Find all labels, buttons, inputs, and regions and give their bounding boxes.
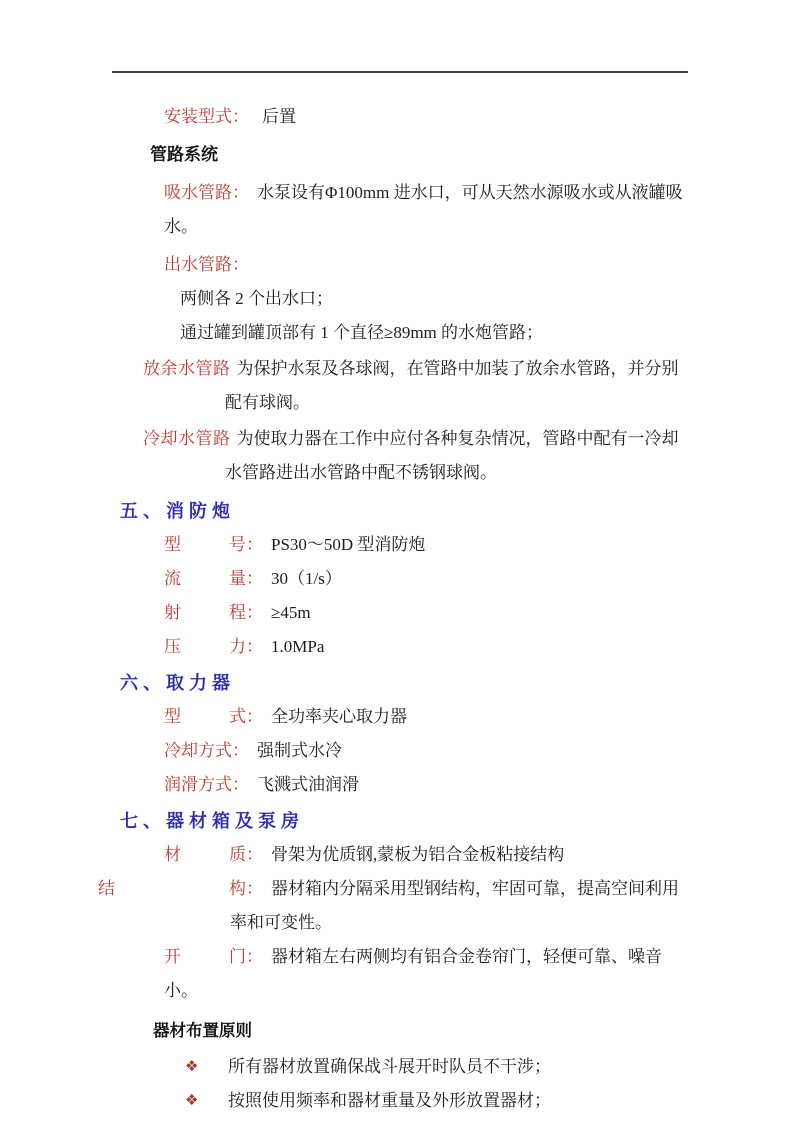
box-door-label: 开门 <box>164 947 246 966</box>
cannon-model-label: 型号 <box>164 535 246 554</box>
pto-cooling-row <box>164 734 690 768</box>
install-type-value: 后置 <box>262 107 296 126</box>
section-7-equipment-box-heading: 七、器材箱及泵房 <box>120 811 304 831</box>
cannon-model-value: PS30～50D 型消防炮 <box>271 535 426 554</box>
pto-type-row <box>164 700 690 734</box>
install-type-colon: ： <box>232 107 249 126</box>
outlet-item-2: 通过罐到罐顶部有 1 个直径≥89mm 的水炮管路； <box>180 323 544 342</box>
cooling-piping-label: 冷却水管路 <box>143 429 231 448</box>
box-door-colon: ： <box>246 947 263 966</box>
section-6-pto-heading: 六、取力器 <box>120 673 235 693</box>
cannon-pressure-row <box>164 630 690 664</box>
cooling-piping-paragraph <box>143 422 690 490</box>
equipment-rule-text-2: 按照使用频率和器材重量及外形放置器材； <box>228 1091 551 1110</box>
box-structure-row <box>98 872 690 940</box>
equipment-rule-item-1 <box>185 1050 690 1084</box>
suction-piping-row <box>164 176 690 244</box>
equipment-rule-item-2 <box>185 1084 690 1118</box>
pto-cooling-colon: ： <box>232 741 249 760</box>
diamond-bullet-icon: ❖ <box>185 1093 199 1109</box>
box-structure-label: 结构 <box>98 879 246 898</box>
outlet-piping-row <box>164 248 690 282</box>
box-material-value: 骨架为优质钢,蒙板为铝合金板粘接结构 <box>271 845 565 864</box>
pto-cooling-value: 强制式水冷 <box>257 741 342 760</box>
drain-piping-text: 为保护水泵及各球阀，在管路中加装了放余水管路，并分别配有球阀。 <box>225 359 679 412</box>
outlet-piping-label: 出水管路 <box>164 255 232 274</box>
cooling-piping-text: 为使取力器在工作中应付各种复杂情况，管路中配有一冷却水管路进出水管路中配不锈钢球阀。 <box>225 429 679 482</box>
cannon-range-value: ≥45m <box>271 603 311 622</box>
document-content <box>98 100 690 1118</box>
suction-piping-colon: ： <box>232 183 249 202</box>
box-material-label: 材质 <box>164 845 246 864</box>
cannon-flow-label: 流量 <box>164 569 246 588</box>
cannon-range-label: 射程 <box>164 603 246 622</box>
cannon-flow-value: 30（1/s） <box>271 569 342 588</box>
cannon-pressure-value: 1.0MPa <box>271 637 325 656</box>
equipment-layout-heading: 器材布置原则 <box>153 1022 252 1040</box>
cannon-model-row <box>164 528 690 562</box>
outlet-piping-colon: ： <box>232 255 249 274</box>
pto-cooling-label: 冷却方式 <box>164 741 232 760</box>
pto-lubrication-row <box>164 768 690 802</box>
drain-piping-paragraph <box>143 352 690 420</box>
equipment-rule-text-1: 所有器材放置确保战斗展开时队员不干涉； <box>228 1057 551 1076</box>
cannon-range-colon: ： <box>246 603 263 622</box>
box-material-row <box>164 838 690 872</box>
pto-type-label: 型式 <box>164 707 246 726</box>
pto-lubrication-label: 润滑方式 <box>164 775 232 794</box>
cannon-flow-row <box>164 562 690 596</box>
cannon-range-row <box>164 596 690 630</box>
suction-piping-label: 吸水管路 <box>164 183 232 202</box>
install-type-label: 安装型式 <box>164 107 232 126</box>
piping-system-heading: 管路系统 <box>150 145 218 164</box>
cannon-pressure-colon: ： <box>246 637 263 656</box>
pto-lubrication-value: 飞溅式油润滑 <box>257 775 359 794</box>
box-structure-value: 器材箱内分隔采用型钢结构，牢固可靠，提高空间利用率和可变性。 <box>230 879 679 932</box>
diamond-bullet-icon: ❖ <box>185 1059 199 1075</box>
box-door-value: 器材箱左右两侧均有铝合金卷帘门，轻便可靠、噪音小。 <box>164 947 662 1000</box>
cannon-flow-colon: ： <box>246 569 263 588</box>
install-type-row <box>164 100 690 134</box>
section-5-fire-cannon-heading: 五、消防炮 <box>120 501 235 521</box>
pto-type-value: 全功率夹心取力器 <box>271 707 407 726</box>
drain-piping-label: 放余水管路 <box>143 359 231 378</box>
header-rule <box>112 71 688 73</box>
suction-piping-value: 水泵设有Φ100mm 进水口，可从天然水源吸水或从液罐吸水。 <box>164 183 683 236</box>
cannon-model-colon: ： <box>246 535 263 554</box>
cannon-pressure-label: 压力 <box>164 637 246 656</box>
pto-type-colon: ： <box>246 707 263 726</box>
outlet-item-1: 两侧各 2 个出水口； <box>180 289 333 308</box>
box-structure-colon: ： <box>246 879 263 898</box>
box-material-colon: ： <box>246 845 263 864</box>
box-door-row <box>164 940 690 1008</box>
pto-lubrication-colon: ： <box>232 775 249 794</box>
